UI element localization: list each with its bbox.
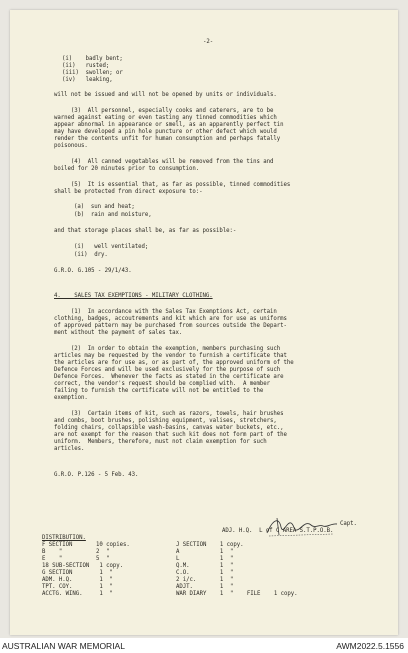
archive-name: AUSTRALIAN WAR MEMORIAL <box>2 641 125 651</box>
paragraph-line: Defence Forces and will be used exclusively for the purpose of such <box>54 367 281 373</box>
paragraph-line: folding chairs, collapsible wash-basins, canvas water buckets, etc., <box>54 425 284 431</box>
distribution-entry: G SECTION 1 " <box>42 570 113 576</box>
paragraph-line: articles may be requested by the vendor to furnish a certificate that <box>54 353 287 359</box>
distribution-entry: TPT. COY. 1 " <box>42 584 113 590</box>
paragraph-line: exemption. <box>54 395 88 401</box>
page-number: -2- <box>203 39 214 45</box>
distribution-entry: ACCTG. WING. 1 " <box>42 591 113 597</box>
distribution-entry: E " 5 " <box>42 556 110 562</box>
distribution-entry: 2 i/c. 1 " <box>176 577 234 583</box>
document-page <box>10 10 398 635</box>
list-item: (i) well ventilated; <box>74 244 149 250</box>
paragraph-line: (5) It is essential that, as far as possible, tinned commodities <box>54 182 291 188</box>
distribution-entry: L 1 " <box>176 556 234 562</box>
paragraph-line: appear abnormal in appearance or smell, as an apparently perfect tin <box>54 122 284 128</box>
distribution-entry: A 1 " <box>176 549 234 555</box>
paragraph-line: may have developed a pin hole puncture or other defect which would <box>54 129 277 135</box>
handwritten-signature <box>263 515 343 539</box>
paragraph-line: articles. <box>54 446 85 452</box>
paragraph-line: Defence Forces. Whenever the facts as stated in the certificate are <box>54 374 284 380</box>
paragraph-line: the articles are for use as, or as part of, the approved uniform of the <box>54 360 294 366</box>
paragraph-line: of approved pattern may be purchased from sources outside the Depart- <box>54 323 287 329</box>
paragraph-line: and combs, boot brushes, polishing equipment, valises, stretchers, <box>54 418 277 424</box>
order-reference: G.R.O. G.105 - 29/1/43. <box>54 268 132 274</box>
distribution-entry: ADM. H.Q. 1 " <box>42 577 113 583</box>
paragraph-line: correct, the vendor's request should be complied with. A member <box>54 381 270 387</box>
signature-title: ADJ. H.Q. L of C AREA S.T.P.O.B. <box>222 528 334 534</box>
distribution-entry: J SECTION 1 copy. <box>176 542 244 548</box>
paragraph-line: (4) All canned vegetables will be removed from the tins and <box>54 159 274 165</box>
list-item: (ii) rusted; <box>62 63 110 69</box>
list-item: (iii) swollen; or <box>62 70 123 76</box>
distribution-entry: F SECTION 10 copies. <box>42 542 130 548</box>
paragraph-line: warned against eating or even tasting any tinned commodities which <box>54 115 277 121</box>
list-item: (a) sun and heat; <box>74 204 135 210</box>
distribution-entry: WAR DIARY 1 " FILE 1 copy. <box>176 591 298 597</box>
section-heading: 4. SALES TAX EXEMPTIONS - MILITARY CLOTHING. <box>54 293 213 299</box>
paragraph-line: ment without the payment of sales tax. <box>54 330 183 336</box>
list-item: (ii) dry. <box>74 252 108 258</box>
distribution-heading: DISTRIBUTION. <box>42 535 86 541</box>
paragraph-line: failing to furnish the certificate will not be entitled to the <box>54 388 264 394</box>
paragraph-line: are not exempt for the reason that such kit does not form part of the <box>54 432 287 438</box>
paragraph-line: poisonous. <box>54 143 88 149</box>
paragraph-line: uniform. Members, therefore, must not claim exemption for such <box>54 439 267 445</box>
archive-reference: AWM2022.5.1556 <box>336 641 404 651</box>
paragraph-line: (1) In accordance with the Sales Tax Exemptions Act, certain <box>54 309 277 315</box>
list-item: (iv) leaking, <box>62 77 113 83</box>
distribution-entry: ADJT. 1 " <box>176 584 234 590</box>
paragraph-line: clothing, badges, accoutrements and kit which are for use as uniforms <box>54 316 287 322</box>
paragraph-line: (2) In order to obtain the exemption, members purchasing such <box>54 346 281 352</box>
list-item: (i) badly bent; <box>62 56 123 62</box>
archive-footer <box>0 638 408 653</box>
paragraph-line: and that storage places shall be, as far as possible:- <box>54 228 237 234</box>
paragraph-line: boiled for 20 minutes prior to consumption. <box>54 166 200 172</box>
signature-rank: Capt. <box>340 521 357 527</box>
list-item: (b) rain and moisture, <box>74 212 152 218</box>
paragraph-line: (3) All personnel, especially cooks and caterers, are to be <box>54 108 274 114</box>
paragraph-line: will not be issued and will not be opened by units or individuals. <box>54 92 277 98</box>
distribution-entry: Q.M. 1 " <box>176 563 234 569</box>
distribution-entry: B " 2 " <box>42 549 110 555</box>
distribution-entry: 18 SUB-SECTION 1 copy. <box>42 563 123 569</box>
paragraph-line: render the contents unfit for human consumption and perhaps fatally <box>54 136 281 142</box>
paragraph-line: (3) Certain items of kit, such as razors, towels, hair brushes <box>54 411 284 417</box>
order-reference: G.R.O. P.126 - 5 Feb. 43. <box>54 472 139 478</box>
distribution-entry: C.O. 1 " <box>176 570 234 576</box>
paragraph-line: shall be protected from direct exposure to:- <box>54 189 203 195</box>
